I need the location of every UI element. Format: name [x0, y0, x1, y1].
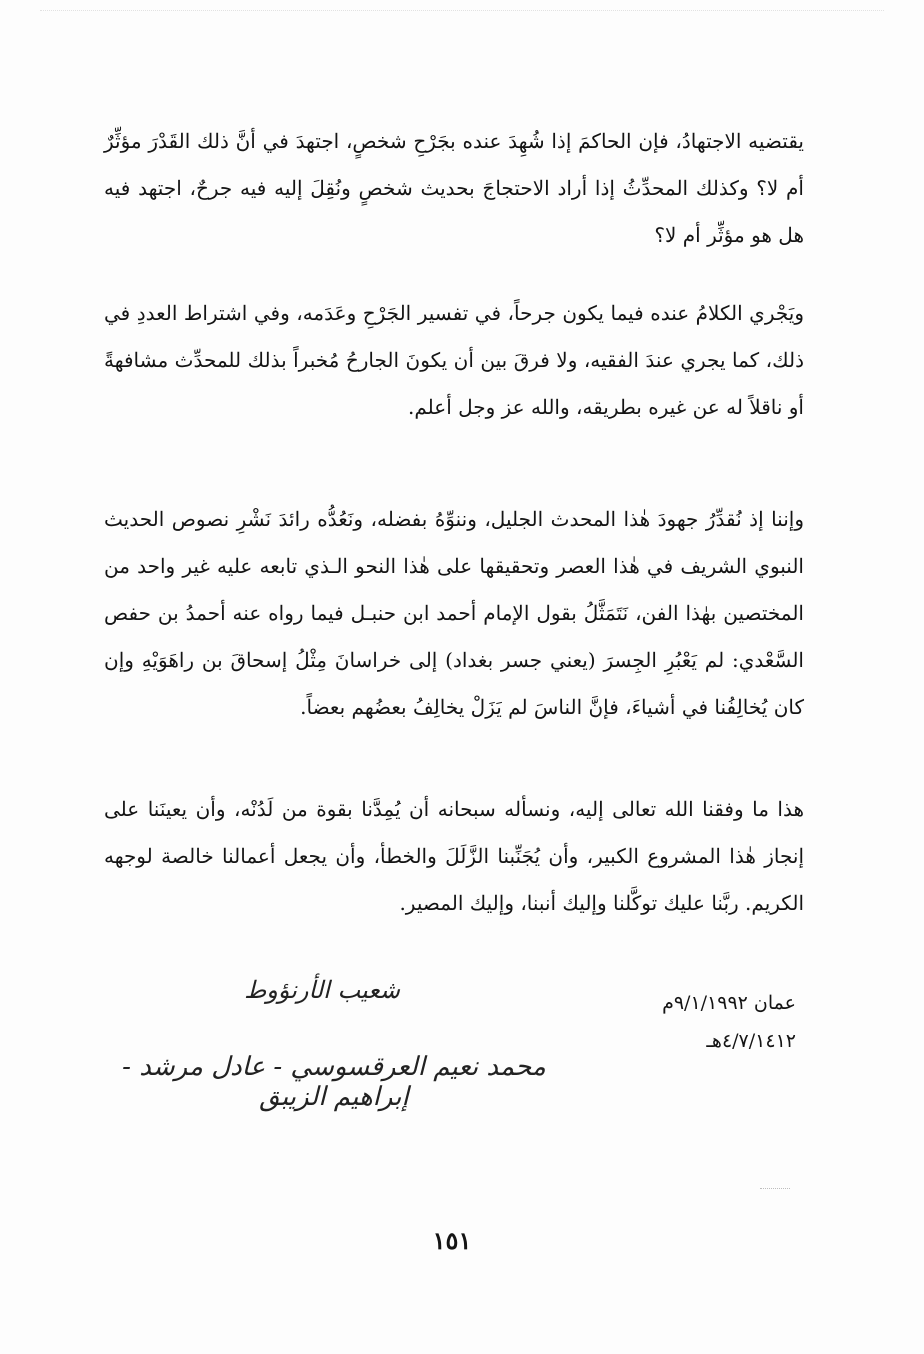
- page-number: ١٥١: [432, 1226, 472, 1255]
- place-and-date: [586, 984, 796, 1060]
- gregorian-date: عمان ٩/١/١٩٩٢م: [662, 992, 796, 1014]
- paragraph-appreciation: [104, 496, 804, 731]
- scan-edge-noise: [40, 10, 884, 17]
- paragraph-jarh: [104, 290, 804, 431]
- paragraph-text: ويَجْري الكلامُ عنده فيما يكون جرحاً، في تفسير الجَرْحِ وعَدَمه، وفي اشتراط العددِ في ذلك، كما يجري عندَ الفقيه، ولا فرقَ بين أن يكونَ الجارحُ مُخبراً بذلك للمحدِّث مشافهةً أو ناقلاً له عن غيره بطريقه، والله عز وجل أعلم.: [104, 301, 804, 419]
- paragraph-text: هذا ما وفقنا الله تعالى إليه، ونسأله سبحانه أن يُمِدَّنا بقوة من لَدُنْه، وأن يعينَنا على إنجاز هٰذا المشروع الكبير، وأن يُجَنِّبنا الزَّلَلَ والخطأ، وأن يجعل أعمالنا خالصة لوجهه الكريم. ربَّنا عليك توكَّلنا وإليك أنبنا، وإليك المصير.: [104, 797, 804, 915]
- hijri-date: ٤/٧/١٤١٢هـ: [706, 1030, 796, 1052]
- paragraph-prayer: [104, 786, 804, 927]
- paragraph-ijtihad: [104, 118, 804, 259]
- signature-shuaib: شعيب الأرنؤوط: [244, 976, 400, 1004]
- scan-speck: [760, 1188, 790, 1193]
- signature-co-editors: محمد نعيم العرقسوسي - عادل مرشد - إبراهيم الزيبق: [122, 1052, 546, 1112]
- paragraph-text: يقتضيه الاجتهادُ، فإن الحاكمَ إذا شُهِدَ عنده بجَرْحِ شخصٍ، اجتهدَ في أنَّ ذلك القَدْرَ مؤثِّرٌ أم لا؟ وكذلك المحدِّثُ إذا أراد الاحتجاجَ بحديث شخصٍ ونُقِلَ إليه فيه جرحٌ، اجتهد فيه هل هو مؤثِّر أم لا؟: [104, 129, 804, 247]
- paragraph-text: وإننا إذ نُقدِّرُ جهودَ هٰذا المحدث الجليل، وننوِّهُ بفضله، ونَعُدُّه رائدَ نَشْرِ نصوص الحديث النبوي الشريف في هٰذا العصر وتحقيقها على هٰذا النحو الـذي تابعه عليه غير واحد من المختصين بهٰذا الفن، نَتَمَثَّلُ بقول الإمام أحمد ابن حنبـل فيما رواه عنه أحمدُ بن حفص السَّعْدي: لم يَعْبُرِ الجِسرَ (يعني جسر بغداد) إلى خراسانَ مِثْلُ إسحاقَ بن راهَوَيْهِ وإن كان يُخالِفُنا في أشياءَ، فإنَّ الناسَ لم يَزَلْ يخالِفُ بعضُهم بعضاً.: [104, 507, 804, 719]
